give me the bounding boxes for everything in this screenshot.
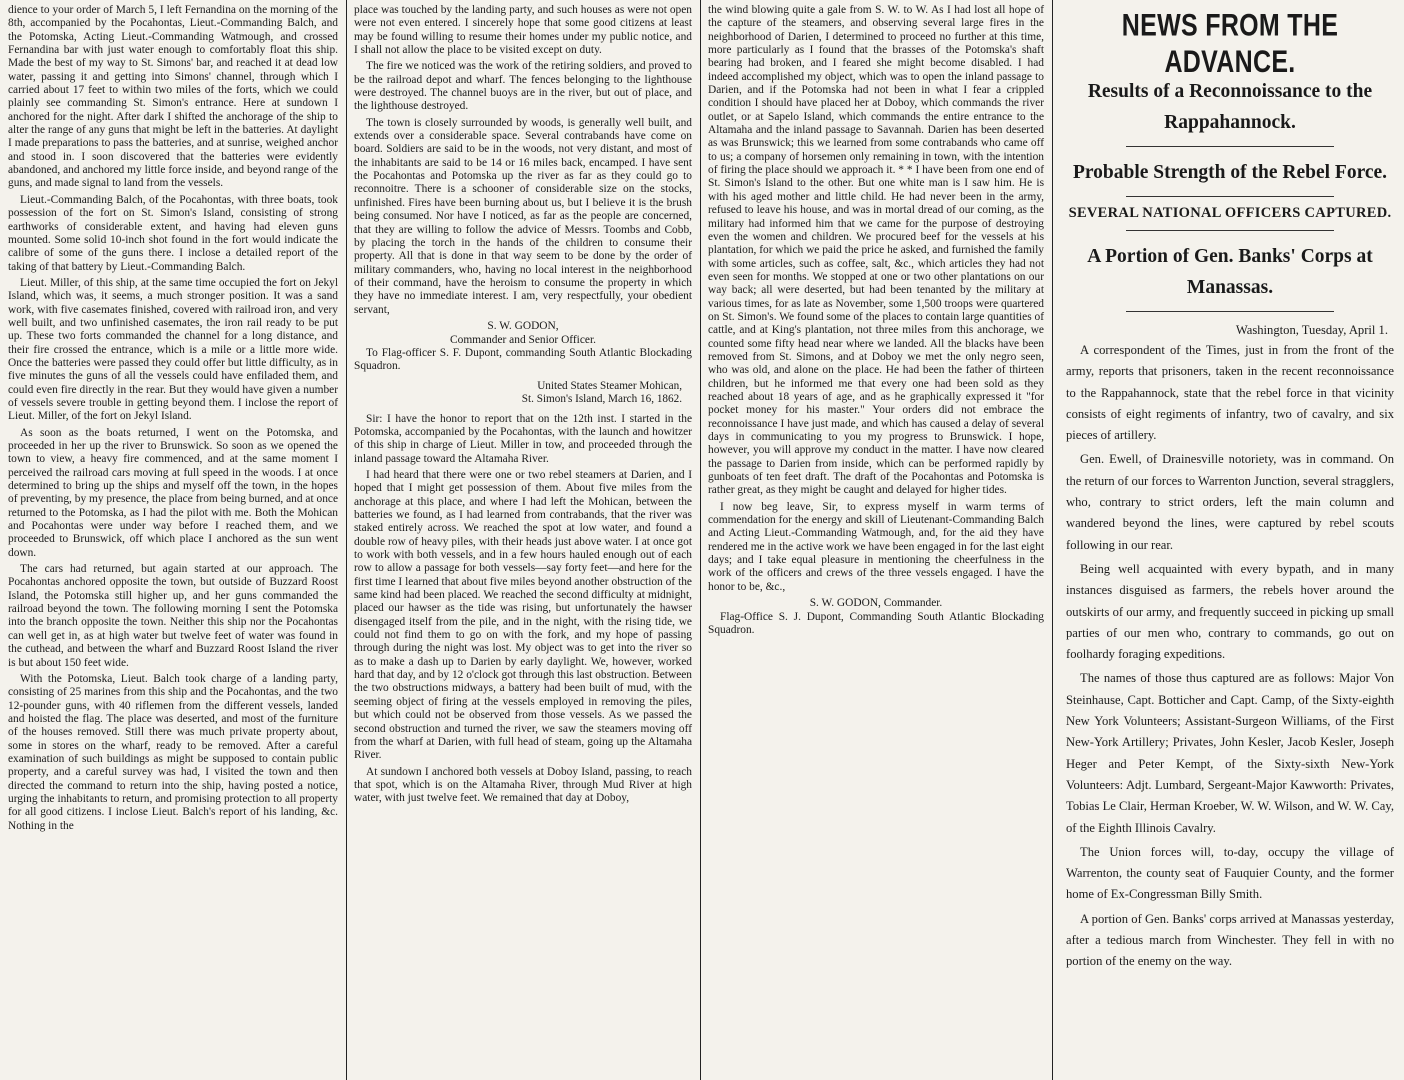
column-rule — [1052, 0, 1053, 1080]
column-rule — [346, 0, 347, 1080]
signature: S. W. GODON, Commander. — [809, 597, 943, 610]
article-paragraph: Lieut.-Commanding Balch, of the Pocahontas, with three boats, took possession of the fort on St. Simon's Island, consisting of strong earthworks of considerable extent, and having had eleven guns mounted. Some solid 10-inch shot found in the fort would indicate the calibre of some of the guns there. I inclose a detailed report of the taking of that battery by Lieut.-Commanding Balch. — [8, 193, 338, 273]
article-paragraph: place was touched by the landing party, and such houses as were not open were not even entered. I sincerely hope that some good citizens at least may be found willing to resume their homes under my public notice, and I shall not allow the place to be visited except on duty. — [354, 4, 692, 57]
letter-heading-line: United States Steamer Mohican, — [537, 379, 682, 392]
column-1 — [0, 0, 346, 1080]
divider — [1126, 196, 1334, 197]
deck-banks-corps: A Portion of Gen. Banks' Corps at Manassas. — [1087, 246, 1373, 298]
article-paragraph: The town is closely surrounded by woods, is generally well built, and extends over a considerable space. Several contrabands have come on board. Soldiers are said to be in the woods, not very distant, and most of the inhabitants are said to be 14 or 16 miles back, encamped. I have sent the Pocahontas and Potomska up the river as far as they could go to reconnoitre. There is a schooner of considerable size on the stocks, unfinished. Fires have been burning about us, but I believe it is the brush being consumed. Nor have I noticed, as far as the people are concerned, that they are willing to follow the advice of Messrs. Toombs and Cobb, by placing the torch in the hands of the children to consume their property. All that is done in that way seem to be done by the order of military commanders, who, having no local interest in the neighborhood of their command, have the heroism to consume the property in which they have no immediate interest. I am, very respectfully, your obedient servant, — [354, 116, 692, 316]
article-paragraph: To Flag-officer S. F. Dupont, commanding South Atlantic Blockading Squadron. — [354, 347, 692, 373]
signature: Commander and Senior Officer. — [450, 333, 596, 346]
divider — [1126, 311, 1334, 312]
article-paragraph: The fire we noticed was the work of the retiring soldiers, and proved to be the railroad depot and wharf. The fences belonging to the lighthouse were destroyed. The channel buoys are in the river, but out of place, and the lighthouse destroyed. — [354, 60, 692, 113]
article-paragraph: Gen. Ewell, of Drainesville notoriety, was in command. On the return of our forces to Warrenton Junction, several stragglers, who, contrary to strict orders, left the main column and wandered beyond the lines, were captured by rebel scouts following in our rear. — [1066, 452, 1394, 552]
article-paragraph: I had heard that there were one or two rebel steamers at Darien, and I hoped that I might get possession of them. About five miles from the anchorage at this place, and where I had left the Mohican, between the batteries we found, as I had learned from contrabands, that the river was staked entirely across. We reached the spot at low water, and found a double row of heavy piles, with their heads just above water. I at once got to work with both vessels, and in a few hours hauled enough out of each row to allow a passage for both vessels—say forty feet—and here for the first time I learned that about five miles beyond another obstruction of the same kind had been placed. We reached the second difficulty at midnight, placed our hawser as the tide was rising, but unfortunately the hawser disengaged itself from the pile, and in the night, with the rising tide, we could not find them to go on with the fork, and my hope of passing through during the night was lost. My object was to get into the river so as to make a dash up to Darien by early daylight. We, however, worked hard that day, and by 12 o'clock got through this last obstruction. Between the two obstructions midways, a battery had been built of mud, with the seeming object of firing at the vessels employed in removing the piles, but which could not be observed from those vessels. As we passed the second obstruction and turned the river, we saw the steamers moving off from the wharf at Darien, with full head of steam, going up the Altamaha River. — [354, 468, 692, 762]
headline: NEWS FROM THE ADVANCE. — [1121, 8, 1339, 80]
article-paragraph: The names of those thus captured are as follows: Major Von Steinhause, Capt. Botticher and Capt. Camp, of the Sixty-eighth New York Volunteers; Assistant-Surgeon Williams, of the First New-York Artillery; Privates, John Kesler, Jacob Kesler, Joseph Heger and Peter Kempt, of the Sixty-sixth New-York Volunteers: Adjt. Lumbard, Sergeant-Major Kawworth: Privates, Tobias Le Clair, Herman Kroeber, W. W. Wilson, and W. W. Cay, of the Eighth Illinois Cavalry. — [1066, 671, 1394, 835]
dateline: Washington, Tuesday, April 1. — [1235, 323, 1388, 337]
article-paragraph: dience to your order of March 5, I left Fernandina on the morning of the 8th, accompanied by the Pocahontas, Lieut.-Commanding Balch, and the Potomska, Acting Lieut.-Commanding Watmough, and crossed Fernandina bar with just water enough to comfortably float this ship. Made the best of my way to St. Simons' bar, and reached it at dead low water, passing it and getting into Simons' channel, through which I carried about 17 feet to within two miles of the forts, which we could plainly see commanding St. Simon's entrance. Here at sundown I anchored for the night. After dark I shifted the anchorage of the ship to alter the range of any guns that might be left in the batteries. At daylight I made preparations to pass the batteries, and at sunrise, weighed anchor and stood in. I soon discovered that the batteries were evidently abandoned, and anchored my little force inside, and beyond range of the guns, and made signal to land from the vessels. — [8, 4, 338, 190]
column-3 — [700, 0, 1052, 1080]
column-4-news-from-the-advance — [1052, 0, 1404, 1080]
deck-officers-captured: SEVERAL NATIONAL OFFICERS CAPTURED. — [1068, 205, 1392, 221]
article-paragraph: The Union forces will, to-day, occupy the village of Warrenton, the county seat of Fauquier County, and the former home of Ex-Congressman Billy Smith. — [1066, 844, 1394, 902]
article-paragraph: Sir: I have the honor to report that on the 12th inst. I started in the Potomska, accompanied by the Pocahontas, with the launch and howitzer of this ship in charge of Lieut. Miller in tow, and proceeded through the inland passage toward the Altamaha River. — [354, 412, 692, 465]
article-paragraph: As soon as the boats returned, I went on the Potomska, and proceeded in her up the river to Brunswick. So soon as we opened the town to view, a heavy fire commenced, and at the same moment I perceived the railroad cars moving at full speed in the woods. I at once determined to bring up the ships and myself off the town, in the hopes of preventing, by my presence, the place from being burned, and at once returned to the Potomska, as I had the pilot with me. Both the Mohican and Pocahontas were under way before I reached them, and we proceeded to Brunswick, off which place I anchored as the sun went down. — [8, 426, 338, 559]
article-paragraph: The cars had returned, but again started at our approach. The Pocahontas anchored opposite the town, but outside of Buzzard Roost Island, the Potomska still higher up, and her guns commanded the railroad beyond the town. The following morning I sent the Potomska into the branch opposite the town. Neither this ship nor the Pocahontas can well get in, as at high water but twelve feet of water was found in the cuthead, and between the wharf and Buzzard Roost Island the river is but about 150 feet wide. — [8, 563, 338, 669]
article-paragraph: Lieut. Miller, of this ship, at the same time occupied the fort on Jekyl Island, which was, it seems, a much stronger position. It was a sand work, with five casemates finished, covered with railroad iron, and very well built, and two unfinished casemates, the iron rail ready to be put up. These two forts commanded the channel for a long distance, and their fire crossed the entrance, which is a mile or a little more wide. Once the batteries were passed they could offer but little difficulty, as in five minutes the guns of all the vessels could have enfiladed them, and could even fire directly in the rear. But they would have given a number of vessels severe trouble in getting beyond them. I inclose the report of Lieut. Miller, of the fort on Jekyl Island. — [8, 276, 338, 423]
letter-heading — [354, 380, 692, 407]
article-paragraph: I now beg leave, Sir, to express myself in warm terms of commendation for the energy and skill of Lieutenant-Commanding Balch and Acting Lieut.-Commanding Watmough, and, for the aid they have rendered me in the active work we have been engaged in for the last eight days; and I take equal pleasure in mentioning the cheerfulness in the work of the officers and crews of the three vessels engaged. I have the honor to be, &c., — [708, 500, 1044, 593]
article-paragraph: With the Potomska, Lieut. Balch took charge of a landing party, consisting of 25 marines from this ship and the Pocahontas, and the two 12-pounder guns, with 40 riflemen from the different vessels, landed and hoisted the flag. The place was deserted, and most of the furniture of the houses removed. Still there was much private property about, some in stores on the wharf, ready to be removed. After a careful examination of such buildings as might be supposed to contain public property, and a careful survey was had, I visited the town and then directed the command to return into the ship, having posted a notice, urging the inhabitants to return, and promising protection to all property for all good citizens. I inclose Lieut. Balch's report of his landing, &c. Nothing in the — [8, 672, 338, 832]
article-paragraph: At sundown I anchored both vessels at Doboy Island, passing, to reach that spot, which is on the Altamaha River, through Mud River at high water, with just twelve feet. We remained that day at Doboy, — [354, 765, 692, 805]
article-paragraph: Being well acquainted with every bypath, and in many instances disguised as farmers, the rebels hover around the outskirts of our army, and frequently succeed in picking up small parties of our men who, contrary to commands, go out on foolhardy foraging expeditions. — [1066, 561, 1394, 662]
article-paragraph: the wind blowing quite a gale from S. W. to W. As I had lost all hope of the capture of the steamers, and observing several large fires in the neighborhood of Darien, I determined to proceed no further at this time, more particularly as I found that the brasses of the Potomska's shaft bearing had broken, and I feared she might become disabled. I had indeed accomplished my object, which was to open the inland passage to Darien, and if the Potomska had not been in what I fear a crippled condition I should have placed her at Doboy, which commands the river outlet, or at Sapelo Island, which commands the entire entrance to the Altamaha and the inland passage to Savannah. Darien has been deserted as was Brunswick; this we learned from some contrabands who came off to us; a company of horsemen only remaining in town, with the intention of firing the place should we approach it. * * I have been from one end of St. Simon's Island to the other. But one white man is I saw him. He is with his aged mother and little child. He had never been in the army, refused to leave his house, and was in mortal dread of our coming, as the military had informed him that we came for the purpose of destroying even the women and children. We procured beef for the vessels at his plantation, for which we paid the price he asked, and furnished the family with some articles, such as coffee, salt, &c., which articles they had not even seen for months. We stopped at one or two other plantations on our way back; all were deserted, but had been tenanted by the military at various times, for as late as November, some 1,500 troops were quartered on St. Simon's. We found some of the places to contain large quantities of cattle, and at King's plantation, not three miles from this anchorage, we counted some fifty head near where we landed. All the blacks have been removed from St. Simons, and at Doboy we met the only negro seen, who was old, and alone on the place. He had been the father of thirteen children, but he informed me that every one had been sold as they reached about 18 years of age, and as he graphically expressed it "for pocket money for his master." Your orders did not embrace the reconnoissance I have just made, and which has caused a delay of several days in communicating to you my progress to Brunswick. I hope, however, you will approve my conduct in the matter. I have now cleared the passage to Darien from inside, which can be performed rapidly by gunboats of ten feet draft. The draft of the Pocahontas and Potomska is rather great, as they might be caught and delayed for higher tides. — [708, 4, 1044, 497]
article-paragraph: A portion of Gen. Banks' corps arrived at Manassas yesterday, after a tedious march from Winchester. They fell in with no portion of the enemy on the way. — [1066, 911, 1394, 969]
column-rule — [700, 0, 701, 1080]
article-paragraph: A correspondent of the Times, just in from the front of the army, reports that prisoners, taken in the recent reconnoissance to the Rappahannock, state that the rebel force in that vicinity consists of eight regiments of infantry, two of cavalry, and six pieces of artillery. — [1066, 343, 1394, 443]
deck-rebel-force: Probable Strength of the Rebel Force. — [1072, 162, 1388, 183]
deck-reconnoissance: Results of a Reconnoissance to the Rappahannock. — [1087, 81, 1373, 133]
letter-heading-line: St. Simon's Island, March 16, 1862. — [521, 393, 682, 406]
divider — [1126, 230, 1334, 231]
article-paragraph: Flag-Office S. J. Dupont, Commanding South Atlantic Blockading Squadron. — [708, 610, 1044, 637]
signature: S. W. GODON, — [487, 319, 559, 332]
divider — [1126, 146, 1334, 147]
column-2 — [346, 0, 700, 1080]
